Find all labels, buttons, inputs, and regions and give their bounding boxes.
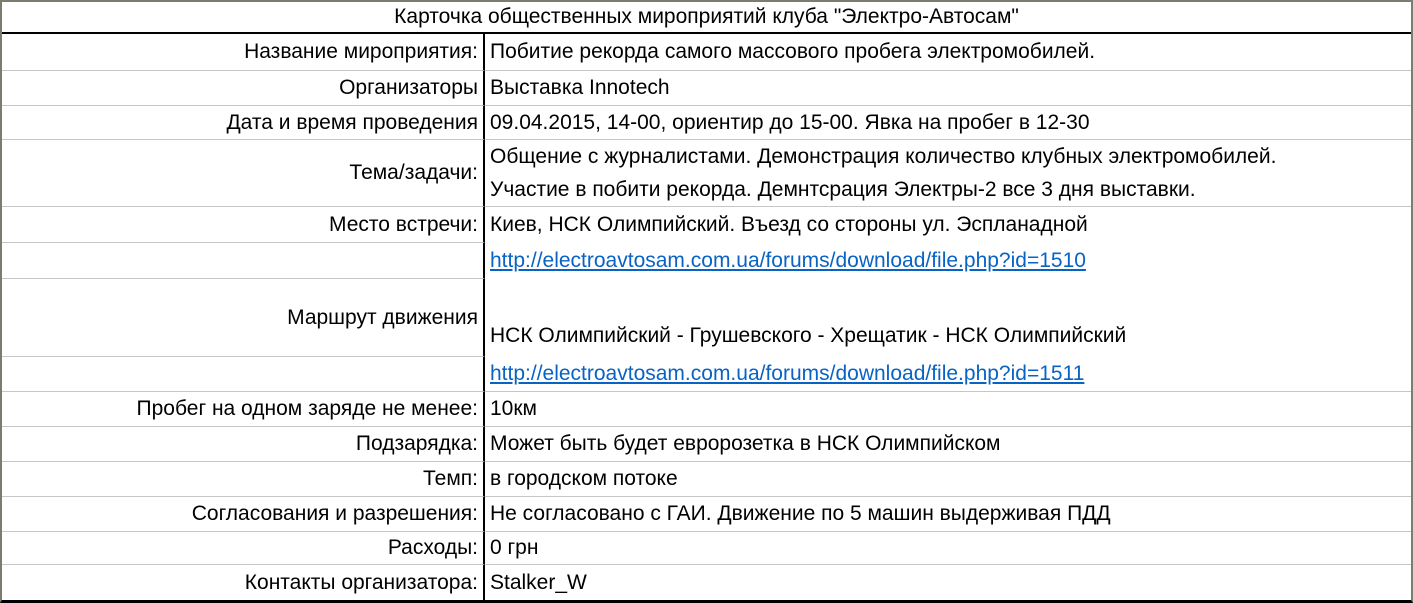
row-label (2, 357, 485, 392)
table-title: Карточка общественных мироприятий клуба "Электро-Автосам" (2, 2, 1411, 34)
row-label: Подзарядка: (2, 427, 485, 462)
table-row (2, 71, 1411, 106)
row-value: Может быть будет евророзетка в НСК Олимпийском (485, 427, 1411, 462)
table-row (2, 497, 1411, 532)
table-row (2, 279, 1411, 357)
row-label: Контакты организатора: (2, 565, 485, 600)
row-label: Название мироприятия: (2, 34, 485, 71)
row-value: Выставка Innotech (485, 71, 1411, 106)
attachment-link[interactable]: http://electroavtosam.com.ua/forums/download/file.php?id=1510 (490, 249, 1086, 272)
row-label: Место встречи: (2, 207, 485, 243)
row-value (485, 140, 1411, 207)
row-value: Не согласовано с ГАИ. Движение по 5 машин выдерживая ПДД (485, 497, 1411, 532)
table-row (2, 243, 1411, 279)
row-label: Дата и время проведения (2, 106, 485, 140)
row-label (2, 243, 485, 279)
table-body (2, 34, 1411, 600)
table-row (2, 34, 1411, 71)
table-row (2, 532, 1411, 565)
row-value: 10км (485, 392, 1411, 427)
row-value-line: Участие в побити рекорда. Демнтсрация Электры-2 все 3 дня выставки. (490, 178, 1196, 201)
table-row (2, 106, 1411, 140)
row-value-line: НСК Олимпийский - Грушевского - Хрещатик - НСК Олимпийский (490, 324, 1127, 347)
row-value: Stalker_W (490, 570, 587, 594)
row-label: Согласования и разрешения: (2, 497, 485, 532)
table-row (2, 207, 1411, 243)
table-row (2, 357, 1411, 392)
row-value: в городском потоке (485, 462, 1411, 497)
row-label: Маршрут движения (2, 279, 485, 357)
row-label: Темп: (2, 462, 485, 497)
table-row (2, 427, 1411, 462)
row-value: 0 грн (485, 532, 1411, 565)
row-value (485, 243, 1411, 279)
row-value: Побитие рекорда самого массового пробега электромобилей. (485, 34, 1411, 71)
table-row (2, 140, 1411, 207)
row-value (485, 357, 1411, 392)
row-label: Тема/задачи: (2, 140, 485, 207)
attachment-link[interactable]: http://electroavtosam.com.ua/forums/download/file.php?id=1511 (490, 362, 1085, 385)
row-value-line: Общение с журналистами. Демонстрация количество клубных электромобилей. (490, 145, 1277, 168)
row-label: Организаторы (2, 71, 485, 106)
table-row (2, 462, 1411, 497)
row-value: Киев, НСК Олимпийский. Въезд со стороны ул. Эспланадной (490, 213, 1088, 236)
row-value: 09.04.2015, 14-00, ориентир до 15-00. Явка на пробег в 12-30 (485, 106, 1411, 140)
row-label: Расходы: (2, 532, 485, 565)
table-row (2, 392, 1411, 427)
row-value (485, 279, 1411, 357)
table-row (2, 565, 1411, 600)
row-label: Пробег на одном заряде не менее: (2, 392, 485, 427)
